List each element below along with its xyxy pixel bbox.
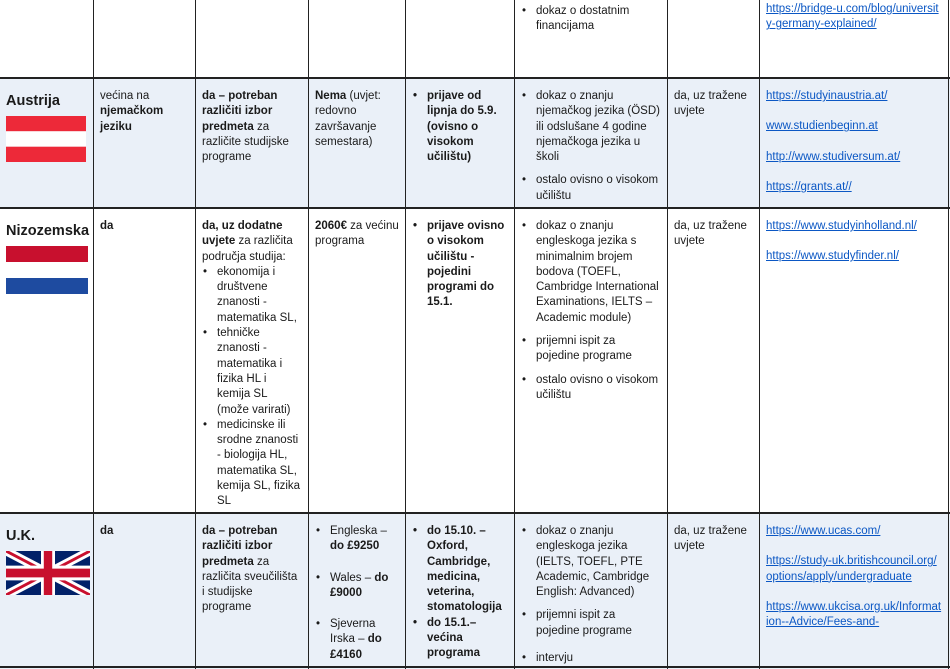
tuition-cell — [308, 209, 405, 512]
scholarship-cell: da, uz tražene uvjete — [674, 525, 747, 553]
link[interactable]: https://www.studyfinder.nl/ — [766, 250, 899, 263]
deadline-cell — [405, 209, 514, 512]
subjects-text: za različita područja studija: — [202, 235, 293, 263]
list-item: • ostalo ovisno o visokom učilištu — [521, 373, 661, 404]
deadline-cell — [405, 514, 514, 669]
link[interactable]: http://www.studiversum.at/ — [766, 150, 901, 163]
column-divider — [514, 0, 515, 669]
row-divider — [0, 207, 950, 209]
column-divider — [405, 0, 406, 669]
link[interactable]: https://www.ucas.com/ — [766, 525, 881, 537]
country-name: Austrija — [6, 93, 60, 109]
column-divider — [93, 0, 94, 669]
link[interactable]: https://www.ukcisa.org.uk/Information--Advice/Fees-and- — [766, 600, 942, 629]
list-item: • tehničke znanosti - matematika i fizika HL i kemija SL (može varirati) — [202, 326, 302, 418]
subjects-text: za različite studijske programe — [202, 120, 289, 164]
row-divider — [0, 77, 950, 79]
row-divider — [0, 512, 950, 514]
country-cell — [0, 79, 93, 207]
list-item: • dokaz o dostatnim financijama — [521, 4, 661, 35]
tuition-bold: 2060€ — [315, 220, 347, 232]
list-item: • prijave od lipnja do 5.9. (ovisno o visokom učilištu) — [412, 89, 508, 165]
subjects-bold: da – potreban različiti izbor predmeta — [202, 525, 278, 568]
scholarship-cell: da, uz tražene uvjete — [674, 90, 747, 118]
link[interactable]: https://www.studyinholland.nl/ — [766, 220, 917, 232]
list-item: • do 15.1.– većina programa — [412, 616, 508, 662]
table-row-uk — [0, 514, 950, 669]
country-cell — [0, 209, 93, 512]
tuition-text: za većinu programa — [315, 220, 399, 248]
language-bold: njemačkom jeziku — [100, 105, 164, 133]
country-cell — [0, 514, 93, 669]
link[interactable]: https://study-uk.britishcouncil.org/options/apply/undergraduate — [766, 555, 937, 583]
tuition-bold: Nema — [315, 90, 347, 102]
deadline-cell — [405, 79, 514, 207]
requirements-cell — [514, 79, 667, 207]
table-row — [0, 0, 950, 78]
subjects-text: za različita sveučilišta i studijske programe — [202, 555, 298, 614]
tuition-text: (uvjet: redovno završavanje semestara) — [315, 90, 381, 148]
list-item: • medicinske ili srodne znanosti - biologija HL, matematika SL, kemija SL, fizika SL — [202, 418, 302, 510]
table-row-netherlands — [0, 209, 950, 512]
links-cell — [759, 514, 949, 669]
tuition-cell — [308, 514, 405, 669]
list-item: • Sjeverna Irska – do £4160 — [315, 617, 399, 663]
links-cell — [759, 209, 949, 512]
austria-flag-icon — [6, 116, 86, 162]
links-cell — [759, 0, 949, 78]
links-cell — [759, 79, 949, 207]
requirements-cell — [514, 0, 667, 78]
subjects-cell — [195, 79, 308, 207]
column-divider — [308, 0, 309, 669]
link[interactable]: https://studyinaustria.at/ — [766, 90, 888, 102]
subjects-bold: da – potreban različiti izbor predmeta — [202, 90, 278, 133]
list-item: • prijave ovisno o visokom učilištu - pojedini programi do 15.1. — [412, 219, 508, 311]
list-item: • dokaz o znanju njemačkog jezika (ÖSD) ili odslušane 4 godine njemačkoga jezika u školi — [521, 89, 661, 165]
language-bold: da — [100, 525, 114, 537]
list-item: • dokaz o znanju engleskoga jezika (IELTS, TOEFL, PTE Academic, Cambridge English: Advanced) — [521, 524, 661, 600]
list-item: • Engleska – do £9250 — [315, 524, 399, 555]
list-item: • intervju — [521, 651, 661, 666]
link[interactable]: https://grants.at// — [766, 180, 852, 193]
subjects-bold: da, uz dodatne uvjete — [202, 220, 283, 248]
language-cell — [93, 209, 195, 512]
column-divider — [948, 0, 949, 669]
language-cell — [93, 514, 195, 669]
link[interactable]: www.studienbeginn.at — [766, 120, 878, 133]
language-text: većina na — [100, 90, 150, 102]
list-item: • dokaz o znanju engleskoga jezika s minimalnim brojem bodova (TOEFL, Cambridge International Examinations, IELTS – Academic module) — [521, 219, 661, 326]
scholarship-cell: da, uz tražene uvjete — [674, 220, 747, 248]
country-name: U.K. — [6, 528, 35, 544]
list-item: • do 15.10. – Oxford, Cambridge, medicina, veterina, stomatologija — [412, 524, 508, 616]
language-bold: da — [100, 220, 114, 232]
list-item: • ostalo ovisno o visokom učilištu — [521, 173, 661, 204]
requirements-cell — [514, 209, 667, 512]
row-divider — [0, 666, 950, 668]
column-divider — [667, 0, 668, 669]
link[interactable]: https://bridge-u.com/blog/university-germany-explained/ — [766, 3, 939, 31]
netherlands-flag-icon — [6, 246, 88, 294]
list-item: • prijemni ispit za pojedine programe — [521, 334, 661, 365]
requirements-cell — [514, 514, 667, 669]
list-item: • prijemni ispit za pojedine programe — [521, 608, 661, 639]
subjects-cell — [195, 514, 308, 669]
subjects-cell — [195, 209, 308, 512]
list-item: • Wales – do £9000 — [315, 571, 399, 602]
column-divider — [195, 0, 196, 669]
uk-flag-icon — [6, 551, 90, 595]
tuition-cell — [308, 79, 405, 207]
table-row-austria — [0, 79, 950, 207]
list-item: • ekonomija i društvene znanosti - matematika SL, — [202, 265, 302, 326]
column-divider — [759, 0, 760, 669]
language-cell — [93, 79, 195, 207]
country-name: Nizozemska — [6, 223, 90, 239]
